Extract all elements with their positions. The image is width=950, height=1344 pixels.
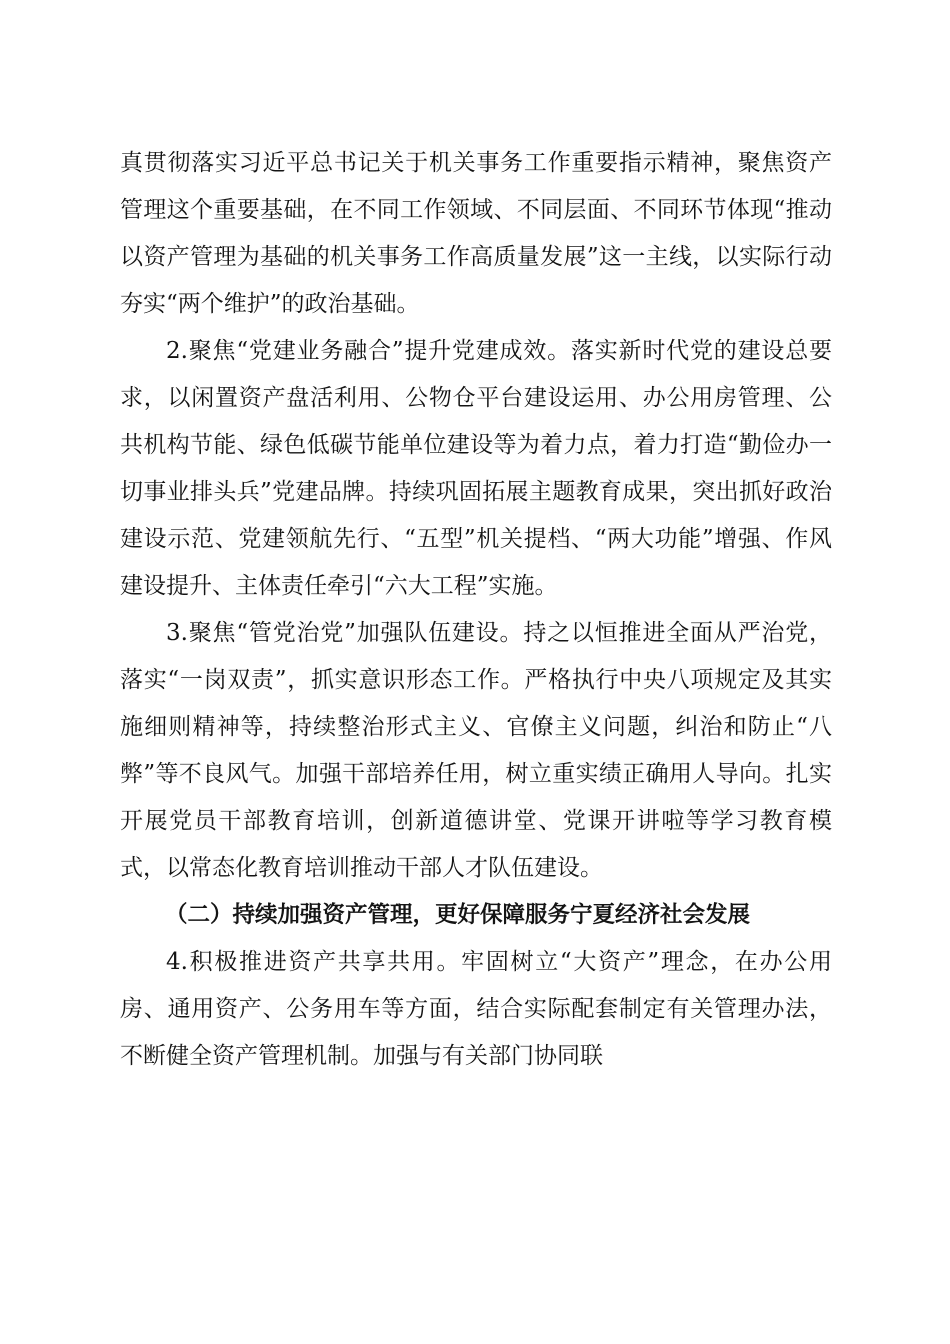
paragraph-continuation: 真贯彻落实习近平总书记关于机关事务工作重要指示精神，聚焦资产管理这个重要基础，在不同工作领域、不同层面、不同环节体现“推动以资产管理为基础的机关事务工作高质量发展”这一主线，以实际行动夯实“两个维护”的政治基础。 [120, 150, 832, 317]
section-heading: （二）持续加强资产管理，更好保障服务宁夏经济社会发展 [165, 902, 751, 928]
paragraph-item-4: 4.积极推进资产共享共用。牢固树立“大资产”理念，在办公用房、通用资产、公务用车等方面，结合实际配套制定有关管理办法，不断健全资产管理机制。加强与有关部门协同联 [120, 949, 832, 1069]
paragraph-item-2: 2.聚焦“党建业务融合”提升党建成效。落实新时代党的建设总要求，以闲置资产盘活利用、公物仓平台建设运用、办公用房管理、公共机构节能、绿色低碳节能单位建设等为着力点，着力打造“勤俭办一切事业排头兵”党建品牌。持续巩固拓展主题教育成果，突出抓好政治建设示范、党建领航先行、“五型”机关提档、“两大功能”增强、作风建设提升、主体责任牵引“六大工程”实施。 [120, 338, 832, 599]
document-body [120, 140, 832, 1080]
paragraph-item-3: 3.聚焦“管党治党”加强队伍建设。持之以恒推进全面从严治党，落实“一岗双责”，抓实意识形态工作。严格执行中央八项规定及其实施细则精神等，持续整治形式主义、官僚主义问题，纠治和防止“八弊”等不良风气。加强干部培养任用，树立重实绩正确用人导向。扎实开展党员干部教育培训，创新道德讲堂、党课开讲啦等学习教育模式，以常态化教育培训推动干部人才队伍建设。 [120, 620, 832, 881]
